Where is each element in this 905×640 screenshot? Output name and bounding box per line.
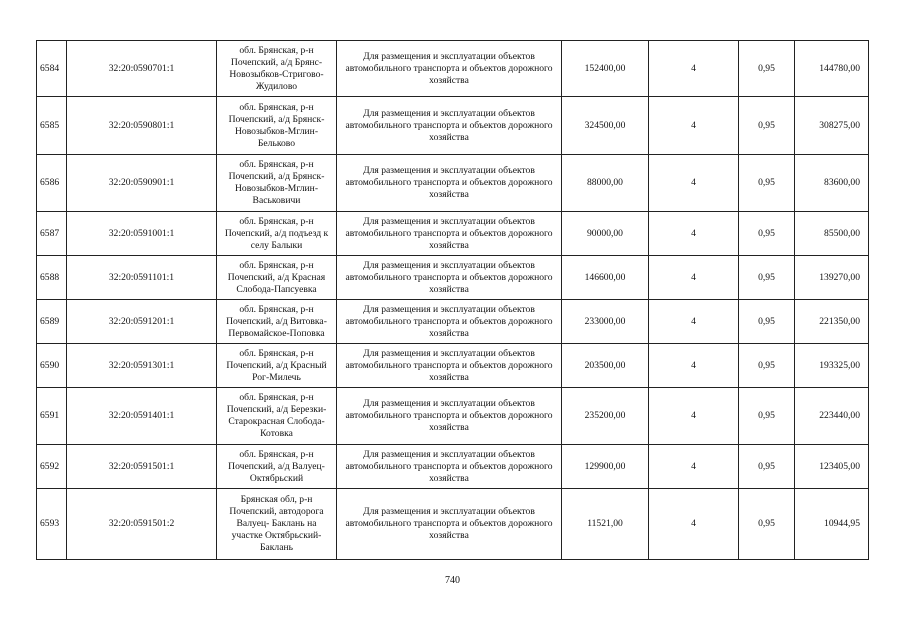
row-number-cell: 6591 <box>37 388 67 445</box>
group-cell: 4 <box>649 41 739 97</box>
cadastral-value-cell: 324500,00 <box>562 97 649 155</box>
purpose-cell: Для размещения и эксплуатации объектов автомобильного транспорта и объектов дорожного хозяйства <box>337 445 562 489</box>
table-row <box>37 97 869 155</box>
location-cell: обл. Брянская, р-н Почепский, а/д Красная Слобода-Папсуевка <box>217 256 337 300</box>
table-row <box>37 256 869 300</box>
result-value-cell: 83600,00 <box>795 155 869 212</box>
purpose-cell: Для размещения и эксплуатации объектов автомобильного транспорта и объектов дорожного хозяйства <box>337 212 562 256</box>
cadastral-number-cell: 32:20:0591501:2 <box>67 489 217 560</box>
result-value-cell: 123405,00 <box>795 445 869 489</box>
row-number-cell: 6584 <box>37 41 67 97</box>
location-cell: обл. Брянская, р-н Почепский, а/д Брянск-Новозыбков-Мглин-Бельково <box>217 97 337 155</box>
coefficient-cell: 0,95 <box>739 489 795 560</box>
row-number-cell: 6588 <box>37 256 67 300</box>
group-cell: 4 <box>649 212 739 256</box>
row-number-cell: 6592 <box>37 445 67 489</box>
cadastral-value-cell: 129900,00 <box>562 445 649 489</box>
cadastral-value-cell: 90000,00 <box>562 212 649 256</box>
result-value-cell: 144780,00 <box>795 41 869 97</box>
location-cell: обл. Брянская, р-н Почепский, а/д Брянск-Новозыбков-Мглин-Васьковичи <box>217 155 337 212</box>
cadastral-number-cell: 32:20:0591001:1 <box>67 212 217 256</box>
coefficient-cell: 0,95 <box>739 445 795 489</box>
land-plot-table <box>36 40 869 560</box>
table-row <box>37 41 869 97</box>
row-number-cell: 6586 <box>37 155 67 212</box>
purpose-cell: Для размещения и эксплуатации объектов автомобильного транспорта и объектов дорожного хозяйства <box>337 97 562 155</box>
purpose-cell: Для размещения и эксплуатации объектов автомобильного транспорта и объектов дорожного хозяйства <box>337 256 562 300</box>
cadastral-number-cell: 32:20:0591101:1 <box>67 256 217 300</box>
location-cell: Брянская обл, р-н Почепский, автодорога Валуец- Баклань на участке Октябрьский-Баклань <box>217 489 337 560</box>
group-cell: 4 <box>649 388 739 445</box>
group-cell: 4 <box>649 256 739 300</box>
table-row <box>37 489 869 560</box>
group-cell: 4 <box>649 97 739 155</box>
cadastral-value-cell: 11521,00 <box>562 489 649 560</box>
cadastral-value-cell: 233000,00 <box>562 300 649 344</box>
page-number: 740 <box>445 575 460 586</box>
cadastral-number-cell: 32:20:0590901:1 <box>67 155 217 212</box>
row-number-cell: 6585 <box>37 97 67 155</box>
row-number-cell: 6587 <box>37 212 67 256</box>
coefficient-cell: 0,95 <box>739 388 795 445</box>
group-cell: 4 <box>649 155 739 212</box>
row-number-cell: 6593 <box>37 489 67 560</box>
table-row <box>37 344 869 388</box>
cadastral-value-cell: 146600,00 <box>562 256 649 300</box>
coefficient-cell: 0,95 <box>739 97 795 155</box>
result-value-cell: 223440,00 <box>795 388 869 445</box>
location-cell: обл. Брянская, р-н Почепский, а/д Красный Рог-Милечь <box>217 344 337 388</box>
cadastral-number-cell: 32:20:0590701:1 <box>67 41 217 97</box>
purpose-cell: Для размещения и эксплуатации объектов автомобильного транспорта и объектов дорожного хозяйства <box>337 388 562 445</box>
cadastral-value-cell: 235200,00 <box>562 388 649 445</box>
table-row <box>37 212 869 256</box>
purpose-cell: Для размещения и эксплуатации объектов автомобильного транспорта и объектов дорожного хозяйства <box>337 344 562 388</box>
result-value-cell: 221350,00 <box>795 300 869 344</box>
group-cell: 4 <box>649 489 739 560</box>
purpose-cell: Для размещения и эксплуатации объектов автомобильного транспорта и объектов дорожного хозяйства <box>337 300 562 344</box>
purpose-cell: Для размещения и эксплуатации объектов автомобильного транспорта и объектов дорожного хозяйства <box>337 41 562 97</box>
table-row <box>37 445 869 489</box>
result-value-cell: 193325,00 <box>795 344 869 388</box>
table-body <box>37 41 869 560</box>
coefficient-cell: 0,95 <box>739 300 795 344</box>
table-row <box>37 155 869 212</box>
group-cell: 4 <box>649 445 739 489</box>
coefficient-cell: 0,95 <box>739 155 795 212</box>
cadastral-number-cell: 32:20:0591401:1 <box>67 388 217 445</box>
result-value-cell: 10944,95 <box>795 489 869 560</box>
group-cell: 4 <box>649 300 739 344</box>
cadastral-value-cell: 152400,00 <box>562 41 649 97</box>
coefficient-cell: 0,95 <box>739 41 795 97</box>
location-cell: обл. Брянская, р-н Почепский, а/д Валуец-Октябрьский <box>217 445 337 489</box>
cadastral-number-cell: 32:20:0591301:1 <box>67 344 217 388</box>
result-value-cell: 85500,00 <box>795 212 869 256</box>
location-cell: обл. Брянская, р-н Почепский, а/д подъезд к селу Балыки <box>217 212 337 256</box>
table-row <box>37 300 869 344</box>
cadastral-value-cell: 88000,00 <box>562 155 649 212</box>
coefficient-cell: 0,95 <box>739 344 795 388</box>
coefficient-cell: 0,95 <box>739 212 795 256</box>
cadastral-value-cell: 203500,00 <box>562 344 649 388</box>
location-cell: обл. Брянская, р-н Почепский, а/д Витовка-Первомайское-Поповка <box>217 300 337 344</box>
location-cell: обл. Брянская, р-н Почепский, а/д Березки-Старокрасная Слобода-Котовка <box>217 388 337 445</box>
purpose-cell: Для размещения и эксплуатации объектов автомобильного транспорта и объектов дорожного хозяйства <box>337 155 562 212</box>
purpose-cell: Для размещения и эксплуатации объектов автомобильного транспорта и объектов дорожного хозяйства <box>337 489 562 560</box>
row-number-cell: 6589 <box>37 300 67 344</box>
cadastral-number-cell: 32:20:0591201:1 <box>67 300 217 344</box>
coefficient-cell: 0,95 <box>739 256 795 300</box>
result-value-cell: 308275,00 <box>795 97 869 155</box>
cadastral-number-cell: 32:20:0590801:1 <box>67 97 217 155</box>
location-cell: обл. Брянская, р-н Почепский, а/д Брянс-Новозыбков-Стригово-Жудилово <box>217 41 337 97</box>
cadastral-number-cell: 32:20:0591501:1 <box>67 445 217 489</box>
result-value-cell: 139270,00 <box>795 256 869 300</box>
table-row <box>37 388 869 445</box>
group-cell: 4 <box>649 344 739 388</box>
row-number-cell: 6590 <box>37 344 67 388</box>
